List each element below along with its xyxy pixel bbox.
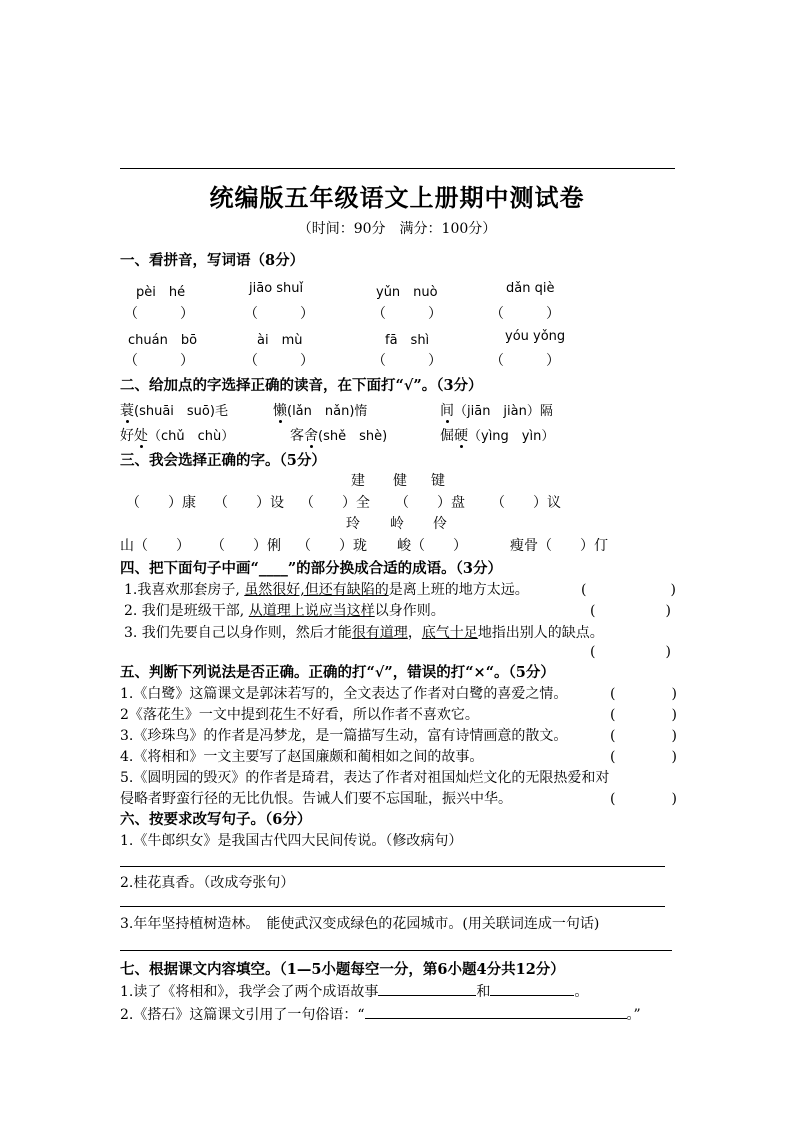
char-option-4: 玲 — [346, 516, 360, 532]
answer-blank-7[interactable]: （ ） — [372, 353, 442, 369]
pinyin-6: ài mù — [257, 333, 303, 348]
rewrite-question-2: 2.桂花真香。（改成夸张句） — [120, 875, 295, 891]
fill-blank-3[interactable] — [365, 1006, 627, 1019]
section-4-heading: 四、把下面句子中画“____”的部分换成合适的成语。（3分） — [120, 560, 503, 577]
char-blank-7[interactable]: （ ）俐 — [211, 538, 281, 554]
section-6-heading: 六、按要求改写句子。（6分） — [120, 811, 312, 828]
answer-blank-2[interactable]: （ ） — [244, 306, 314, 322]
char-blank-9[interactable]: 峻（ ） — [397, 538, 467, 554]
answer-blank-3[interactable]: （ ） — [372, 306, 442, 322]
idiom-answer-2[interactable]: ( ) — [590, 603, 671, 619]
judge-item-1: 1.《白鹭》这篇课文是郭沫若写的，全文表达了作者对白鹭的喜爱之情。 — [120, 686, 568, 702]
answer-blank-8[interactable]: （ ） — [490, 353, 560, 369]
judge-answer-3[interactable]: ( ) — [610, 728, 677, 744]
answer-blank-6[interactable]: （ ） — [244, 353, 314, 369]
char-blank-4[interactable]: （ ）盘 — [395, 495, 465, 511]
char-option-6: 伶 — [433, 516, 447, 532]
judge-item-4: 4.《将相和》一文主要写了赵国廉颇和蔺相如之间的故事。 — [120, 749, 484, 765]
answer-blank-4[interactable]: （ ） — [490, 306, 560, 322]
judge-item-5: 5.《圆明园的毁灭》的作者是琦君，表达了作者对祖国灿烂文化的无限热爱和对 — [120, 770, 610, 786]
idiom-sentence-3: 3. 我们先要自己以身作则，然后才能很有道理，底气十足地指出别人的缺点。 — [124, 625, 604, 641]
pinyin-7: fā shì — [385, 333, 430, 348]
char-blank-3[interactable]: （ ）全 — [300, 495, 370, 511]
pinyin-5: chuán bō — [128, 333, 198, 348]
judge-answer-5[interactable]: ( ) — [610, 791, 677, 807]
section-7-heading: 七、根据课文内容填空。（1—5小题每空一分，第6小题4分共12分） — [120, 961, 565, 978]
fill-blank-2[interactable] — [490, 983, 574, 996]
char-option-3: 键 — [431, 473, 445, 489]
exam-info: （时间：90分 满分：100分） — [297, 221, 497, 237]
char-blank-1[interactable]: （ ）康 — [126, 495, 196, 511]
judge-item-2: 2《落花生》一文中提到花生不好看，所以作者不喜欢它。 — [120, 707, 479, 723]
judge-item-5-cont: 侵略者野蛮行径的无比仇恨。告诫人们要不忘国耻，振兴中华。 — [120, 791, 512, 807]
rewrite-question-3: 3.年年坚持植树造林。 能使武汉变成绿色的花园城市。(用关联词连成一句话) — [120, 916, 600, 932]
section-3-heading: 三、我会选择正确的字。（5分） — [120, 452, 326, 469]
reading-item-4[interactable]: 好处（chǔ chù） — [120, 428, 235, 444]
idiom-sentence-2: 2. 我们是班级干部, 从道理上说应当这样以身作则。 — [124, 603, 445, 619]
judge-answer-4[interactable]: ( ) — [610, 749, 677, 765]
reading-item-6[interactable]: 倔硬（yìng yìn） — [440, 428, 555, 444]
pinyin-8: yóu yǒng — [505, 329, 566, 344]
idiom-sentence-1: 1.我喜欢那套房子, 虽然很好,但还有缺陷的是离上班的地方太远。 — [124, 582, 529, 598]
pinyin-4: dǎn qiè — [506, 281, 555, 296]
rewrite-question-1: 1.《牛郎织女》是我国古代四大民间传说。（修改病句） — [120, 833, 463, 849]
idiom-answer-1[interactable]: ( ) — [581, 582, 676, 598]
fill-blank-1[interactable] — [378, 983, 476, 996]
pinyin-2: jiāo shuǐ — [249, 281, 304, 296]
reading-item-5[interactable]: 客舍(shě shè) — [290, 428, 388, 444]
pinyin-1: pèi hé — [136, 285, 186, 300]
answer-blank-5[interactable]: （ ） — [124, 353, 194, 369]
section-2-heading: 二、给加点的字选择正确的读音，在下面打“√”。（3分） — [120, 377, 483, 394]
judge-answer-2[interactable]: ( ) — [610, 707, 677, 723]
answer-line-2[interactable] — [120, 906, 665, 907]
page-title: 统编版五年级语文上册期中测试卷 — [209, 183, 585, 212]
judge-item-3: 3.《珍珠鸟》的作者是冯梦龙，是一篇描写生动，富有诗情画意的散文。 — [120, 728, 568, 744]
reading-item-1[interactable]: 蓑(shuāi suō)毛 — [120, 403, 228, 419]
answer-line-3[interactable] — [120, 950, 672, 951]
judge-answer-1[interactable]: ( ) — [610, 686, 677, 702]
reading-item-2[interactable]: 懒(lǎn nǎn)惰 — [273, 403, 368, 419]
fill-question-1: 1.读了《将相和》，我学会了两个成语故事 和 。 — [120, 984, 589, 1000]
answer-blank-1[interactable]: （ ） — [124, 306, 194, 322]
char-blank-5[interactable]: （ ）议 — [491, 495, 561, 511]
char-blank-10[interactable]: 瘦骨（ ）仃 — [510, 538, 608, 554]
char-blank-2[interactable]: （ ）设 — [214, 495, 284, 511]
char-option-2: 健 — [393, 473, 407, 489]
reading-item-3[interactable]: 间（jiān jiàn）隔 — [440, 403, 553, 419]
fill-question-2: 2.《搭石》这篇课文引用了一句俗语：“ 。” — [120, 1007, 641, 1023]
section-1-heading: 一、看拼音，写词语（8分） — [120, 252, 305, 269]
pinyin-3: yǔn nuò — [376, 285, 438, 300]
answer-line-1[interactable] — [120, 866, 665, 867]
char-blank-6[interactable]: 山（ ） — [120, 538, 190, 554]
section-5-heading: 五、判断下列说法是否正确。正确的打“√”，错误的打“×“。（5分） — [120, 664, 555, 681]
char-blank-8[interactable]: （ ）珑 — [297, 538, 367, 554]
idiom-answer-3[interactable]: ( ) — [590, 644, 671, 660]
top-rule — [120, 168, 675, 169]
char-option-5: 岭 — [390, 516, 404, 532]
char-option-1: 建 — [351, 473, 365, 489]
